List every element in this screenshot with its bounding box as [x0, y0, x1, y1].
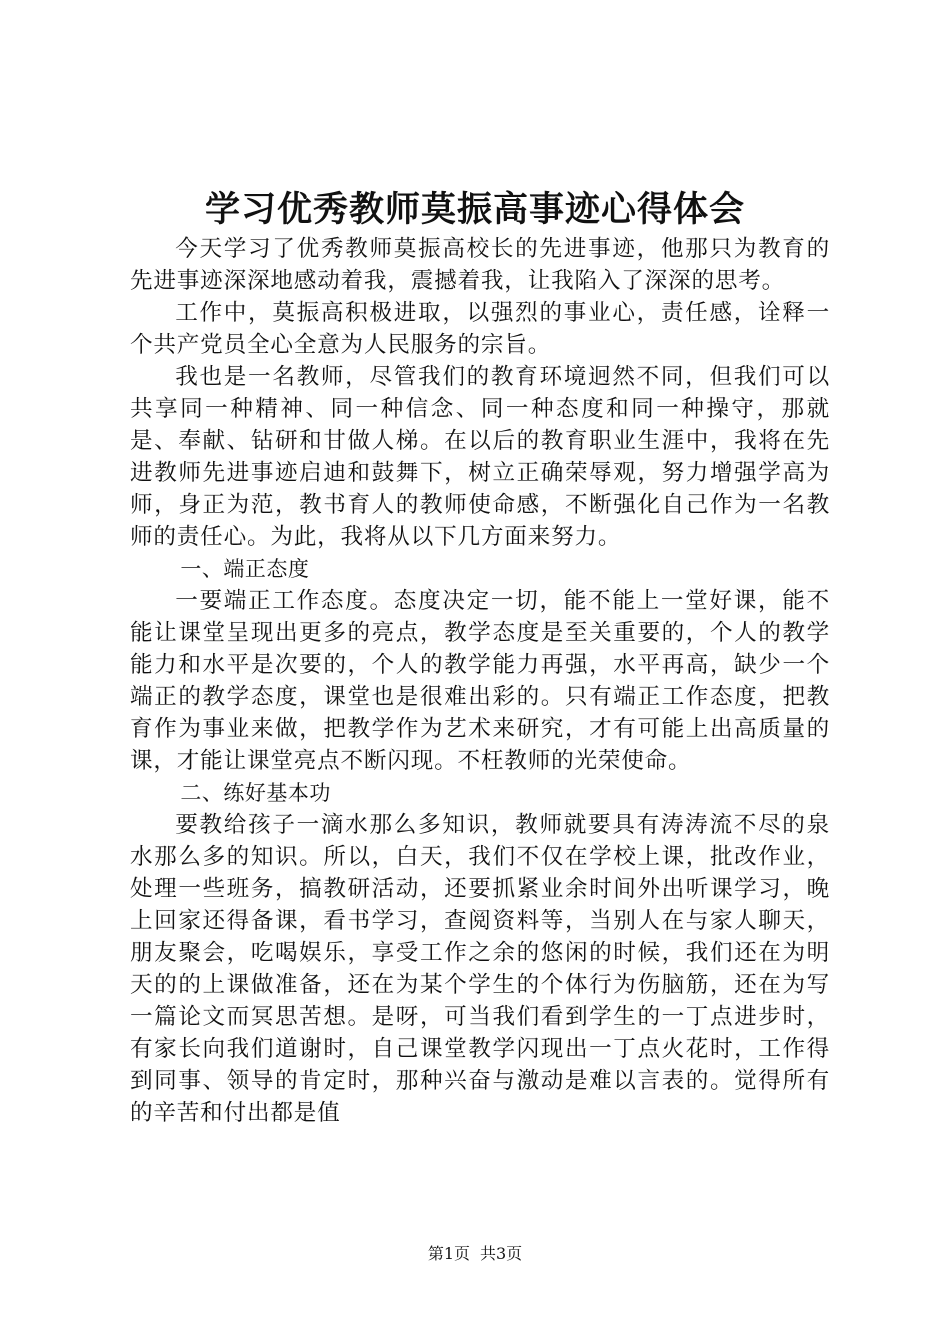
page-number: 第1页	[427, 1244, 470, 1263]
page-footer	[0, 1243, 950, 1265]
page-total: 共3页	[480, 1244, 523, 1263]
section-heading-attitude: 一、端正态度	[180, 557, 310, 581]
document-title: 学习优秀教师莫振高事迹心得体会	[204, 189, 745, 230]
paragraph-attitude: 一要端正工作态度。态度决定一切，能不能上一堂好课，能不能让课堂呈现出更多的亮点，教学态度是至关重要的，个人的教学能力和水平是次要的，个人的教学能力再强，水平再高，缺少一个端正的教学态度，课堂也是很难出彩的。只有端正工作态度，把教育作为事业来做，把教学作为艺术来研究，才有可能上出高质量的课，才能让课堂亮点不断闪现。不枉教师的光荣使命。	[130, 588, 830, 774]
paragraph-work: 工作中，莫振高积极进取，以强烈的事业心，责任感，诠释一个共产党员全心全意为人民服务的宗旨。	[130, 300, 830, 358]
section-heading-basic-skills: 二、练好基本功	[180, 781, 331, 805]
paragraph-intro: 今天学习了优秀教师莫振高校长的先进事迹，他那只为教育的先进事迹深深地感动着我，震撼着我，让我陷入了深深的思考。	[130, 236, 830, 294]
paragraph-basic-skills: 要教给孩子一滴水那么多知识，教师就要具有涛涛流不尽的泉水那么多的知识。所以，白天，我们不仅在学校上课，批改作业，处理一些班务，搞教研活动，还要抓紧业余时间外出听课学习，晚上回家还得备课，看书学习，查阅资料等，当别人在与家人聊天，朋友聚会，吃喝娱乐，享受工作之余的悠闲的时候，我们还在为明天的的上课做准备，还在为某个学生的个体行为伤脑筋，还在为写一篇论文而冥思苦想。是呀，可当我们看到学生的一丁点进步时，有家长向我们道谢时，自己课堂教学闪现出一丁点火花时，工作得到同事、领导的肯定时，那种兴奋与激动是难以言表的。觉得所有的辛苦和付出都是值	[130, 812, 830, 1126]
paragraph-teacher: 我也是一名教师，尽管我们的教育环境迥然不同，但我们可以共享同一种精神、同一种信念、同一种态度和同一种操守，那就是、奉献、钻研和甘做人梯。在以后的教育职业生涯中，我将在先进教师先进事迹启迪和鼓舞下，树立正确荣辱观，努力增强学高为师，身正为范，教书育人的教师使命感，不断强化自己作为一名教师的责任心。为此，我将从以下几方面来努力。	[130, 364, 830, 550]
document-body	[130, 233, 830, 1129]
